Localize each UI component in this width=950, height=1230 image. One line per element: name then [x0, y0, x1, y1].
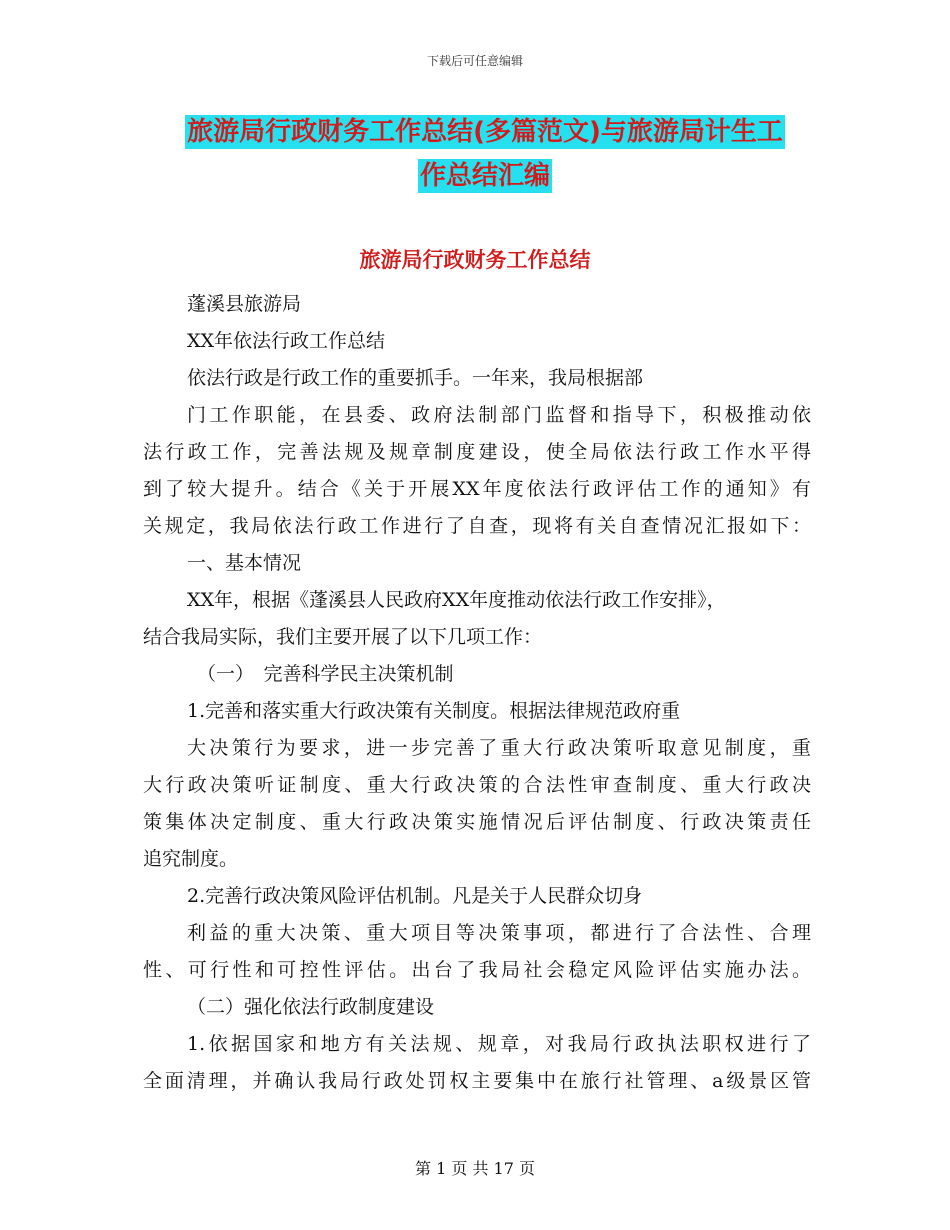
paragraph-line: XX年，根据《蓬溪县人民政府XX年度推动依法行政工作安排》，: [187, 589, 726, 611]
paragraph-line: （二）强化依法行政制度建设: [187, 996, 435, 1018]
section-title: 旅游局行政财务工作总结: [359, 248, 591, 272]
paragraph-line: XX年依法行政工作总结: [187, 330, 386, 352]
paragraph-line: 性、可行性和可控性评估。出台了我局社会稳定风险评估实施办法。: [143, 959, 811, 981]
paragraph-line: 全面清理，并确认我局行政处罚权主要集中在旅行社管理、a级景区管: [143, 1070, 811, 1092]
document-title-text-2: 作总结汇编: [419, 161, 550, 191]
paragraph-line: 蓬溪县旅游局: [187, 293, 302, 315]
paragraph-line: 策集体决定制度、重大行政决策实施情况后评估制度、行政决策责任: [143, 811, 811, 833]
paragraph-line: 门工作职能，在县委、政府法制部门监督和指导下，积极推动依: [187, 404, 811, 426]
paragraph-line: 1.依据国家和地方有关法规、规章，对我局行政执法职权进行了: [187, 1033, 811, 1055]
paragraph-line: 大行政决策听证制度、重大行政决策的合法性审查制度、重大行政决: [143, 774, 811, 796]
body-text: [143, 286, 811, 1100]
document-title-text-1: 旅游局行政财务工作总结(多篇范文)与旅游局计生工: [187, 117, 783, 147]
paragraph-line: 2.完善行政决策风险评估机制。凡是关于人民群众切身: [187, 885, 643, 907]
paragraph-line: 法行政工作，完善法规及规章制度建设，使全局依法行政工作水平得: [143, 441, 811, 463]
paragraph-line: 大决策行为要求，进一步完善了重大行政决策听取意见制度，重: [187, 737, 811, 759]
paragraph-line: 追究制度。: [143, 848, 239, 870]
paragraph-line: 1.完善和落实重大行政决策有关制度。根据法律规范政府重: [187, 700, 681, 722]
paragraph-line: 一、基本情况: [187, 552, 302, 574]
page-footer: 第 1 页 共 17 页: [415, 1159, 535, 1178]
paragraph-line: 利益的重大决策、重大项目等决策事项，都进行了合法性、合理: [187, 922, 811, 944]
paragraph-line: 结合我局实际，我们主要开展了以下几项工作：: [143, 626, 543, 648]
paragraph-line: 依法行政是行政工作的重要抓手。一年来，我局根据部: [187, 367, 644, 389]
header-note: 下载后可任意编辑: [426, 54, 523, 68]
paragraph-line: （一） 完善科学民主决策机制: [197, 663, 454, 685]
document-title-line-2: [140, 148, 830, 204]
paragraph-line: 关规定，我局依法行政工作进行了自查，现将有关自查情况汇报如下：: [143, 515, 811, 537]
paragraph-line: 到了较大提升。结合《关于开展XX年度依法行政评估工作的通知》有: [143, 478, 811, 500]
